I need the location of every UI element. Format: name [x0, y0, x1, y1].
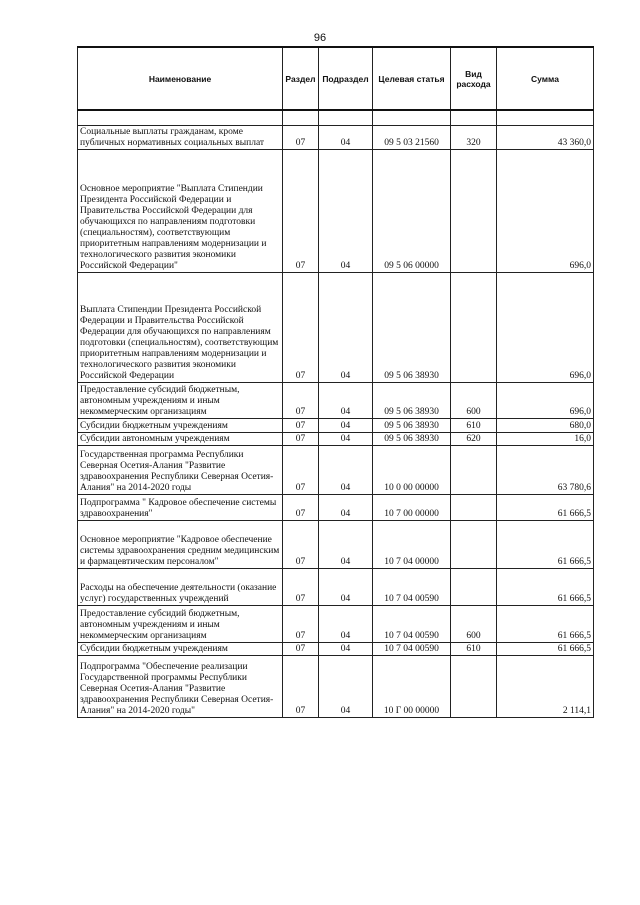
row-sum: 63 780,6: [497, 446, 594, 495]
row-subsection: 04: [319, 606, 373, 643]
row-name: Подпрограмма "Обеспечение реализации Государственной программы Республики Северная Осетия-Алания "Развитие здравоохранения Республики Северная Осетия-Алания" на 2014-2020 годы": [78, 656, 283, 718]
row-target: 09 5 03 21560: [373, 126, 451, 150]
row-name: Государственная программа Республики Северная Осетия-Алания "Развитие здравоохранения Республики Северная Осетия-Алания" на 2014-2020 годы: [78, 446, 283, 495]
row-sum: 696,0: [497, 383, 594, 419]
column-header-target: Целевая статья: [373, 47, 451, 110]
row-name: Основное мероприятие "Кадровое обеспечение системы здравоохранения средним медицинским и фармацевтическим персоналом": [78, 521, 283, 569]
row-target: 10 7 04 00590: [373, 643, 451, 656]
row-sum: 2 114,1: [497, 656, 594, 718]
column-header-type: Вид расхода: [451, 47, 497, 110]
row-name: Субсидии бюджетным учреждениям: [78, 419, 283, 433]
row-target: 09 5 06 38930: [373, 433, 451, 446]
row-type: [451, 521, 497, 569]
table-row: [78, 150, 594, 273]
column-header-subsection: Подраздел: [319, 47, 373, 110]
row-name: Основное мероприятие "Выплата Стипендии Президента Российской Федерации и Правительства Российской Федерации для обучающихся по направлениям подготовки (специальностям), соответствующим приоритетным направлениям модернизации и технологического развития экономики Российской Федерации": [78, 150, 283, 273]
row-section: 07: [283, 273, 319, 383]
row-type: 620: [451, 433, 497, 446]
table-row: [78, 433, 594, 446]
row-subsection: 04: [319, 419, 373, 433]
row-section: 07: [283, 643, 319, 656]
row-type: 610: [451, 643, 497, 656]
row-type: 610: [451, 419, 497, 433]
row-section: 07: [283, 521, 319, 569]
row-name: Подпрограмма " Кадровое обеспечение системы здравоохранения": [78, 495, 283, 521]
row-sum: 61 666,5: [497, 643, 594, 656]
column-header-section: Раздел: [283, 47, 319, 110]
row-name: Расходы на обеспечение деятельности (оказание услуг) государственных учреждений: [78, 569, 283, 606]
row-subsection: 04: [319, 433, 373, 446]
row-section: 07: [283, 126, 319, 150]
row-type: 600: [451, 606, 497, 643]
row-section: 07: [283, 495, 319, 521]
row-type: [451, 495, 497, 521]
table-body: [78, 110, 594, 718]
table-row: [78, 569, 594, 606]
row-name: Предоставление субсидий бюджетным, автономным учреждениям и иным некоммерческим организациям: [78, 606, 283, 643]
row-subsection: 04: [319, 446, 373, 495]
row-type: [451, 569, 497, 606]
row-name: Выплата Стипендии Президента Российской Федерации и Правительства Российской Федерации для обучающихся по направлениям подготовки (специальностям), соответствующим приоритетным направлениям модернизации и технологического развития экономики Российской Федерации: [78, 273, 283, 383]
table-row-spacer: [78, 110, 594, 126]
row-target: 09 5 06 00000: [373, 150, 451, 273]
table-row: [78, 419, 594, 433]
row-subsection: 04: [319, 273, 373, 383]
row-target: 10 7 04 00000: [373, 521, 451, 569]
row-name: Субсидии бюджетным учреждениям: [78, 643, 283, 656]
row-subsection: 04: [319, 495, 373, 521]
row-section: 07: [283, 606, 319, 643]
row-section: 07: [283, 446, 319, 495]
row-target: 10 0 00 00000: [373, 446, 451, 495]
row-type: [451, 150, 497, 273]
table-row: [78, 446, 594, 495]
table-row: [78, 383, 594, 419]
row-target: 10 Г 00 00000: [373, 656, 451, 718]
row-subsection: 04: [319, 126, 373, 150]
row-sum: 61 666,5: [497, 569, 594, 606]
row-target: 10 7 04 00590: [373, 569, 451, 606]
row-section: 07: [283, 433, 319, 446]
row-type: [451, 656, 497, 718]
row-section: 07: [283, 419, 319, 433]
table-row: [78, 643, 594, 656]
row-subsection: 04: [319, 569, 373, 606]
row-target: 10 7 00 00000: [373, 495, 451, 521]
row-type: 320: [451, 126, 497, 150]
row-type: [451, 273, 497, 383]
row-sum: 696,0: [497, 150, 594, 273]
row-target: 09 5 06 38930: [373, 273, 451, 383]
row-sum: 696,0: [497, 273, 594, 383]
budget-table: [77, 46, 594, 718]
page-number: 96: [313, 32, 327, 44]
column-header-sum: Сумма: [497, 47, 594, 110]
table-row: [78, 126, 594, 150]
row-subsection: 04: [319, 643, 373, 656]
row-sum: 61 666,5: [497, 521, 594, 569]
table-row: [78, 606, 594, 643]
row-target: 10 7 04 00590: [373, 606, 451, 643]
row-sum: 61 666,5: [497, 495, 594, 521]
row-subsection: 04: [319, 521, 373, 569]
table-row: [78, 656, 594, 718]
row-section: 07: [283, 569, 319, 606]
row-section: 07: [283, 150, 319, 273]
row-sum: 61 666,5: [497, 606, 594, 643]
row-sum: 680,0: [497, 419, 594, 433]
table-row: [78, 495, 594, 521]
row-subsection: 04: [319, 656, 373, 718]
table-row: [78, 521, 594, 569]
row-type: 600: [451, 383, 497, 419]
row-section: 07: [283, 383, 319, 419]
row-name: Социальные выплаты гражданам, кроме публичных нормативных социальных выплат: [78, 126, 283, 150]
row-sum: 43 360,0: [497, 126, 594, 150]
row-sum: 16,0: [497, 433, 594, 446]
row-subsection: 04: [319, 150, 373, 273]
table-header: [78, 47, 594, 110]
row-section: 07: [283, 656, 319, 718]
row-subsection: 04: [319, 383, 373, 419]
row-target: 09 5 06 38930: [373, 419, 451, 433]
row-name: Предоставление субсидий бюджетным, автономным учреждениям и иным некоммерческим организациям: [78, 383, 283, 419]
row-target: 09 5 06 38930: [373, 383, 451, 419]
row-name: Субсидии автономным учреждениям: [78, 433, 283, 446]
row-type: [451, 446, 497, 495]
column-header-name: Наименование: [78, 47, 283, 110]
table-row: [78, 273, 594, 383]
